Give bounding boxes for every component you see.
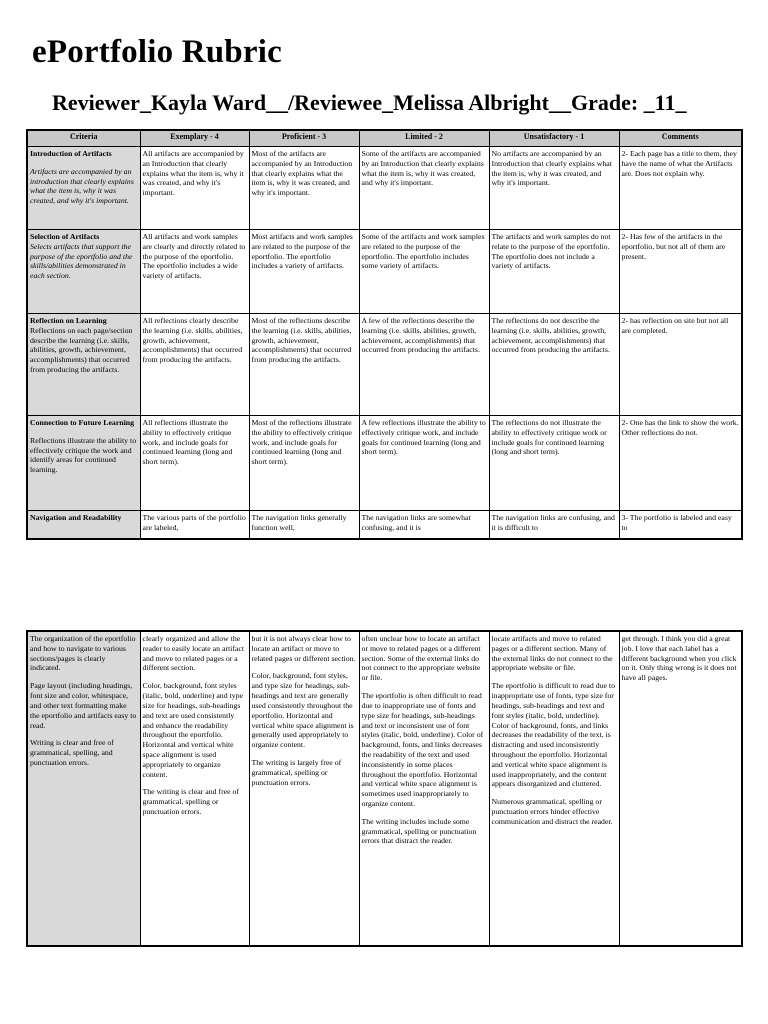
- unsatisfactory-cell: The navigation links are confusing, and it is difficult to: [489, 511, 619, 540]
- exemplary-cell: All artifacts and work samples are clearly and directly related to the purpose of the eportfolio. The eportfolio includes a wide variety of artifacts.: [140, 230, 249, 314]
- header-exemplary: Exemplary - 4: [140, 130, 249, 147]
- cell-paragraph: but it is not always clear how to locate an artifact or move to related pages or different section.: [251, 634, 356, 663]
- unsatisfactory-cell: The artifacts and work samples do not relate to the purpose of the eportfolio. The eportfolio does not include a variety of artifacts.: [489, 230, 619, 314]
- limited-cell: A few of the reflections describe the learning (i.e. skills, abilities, growth, achievement, accomplishments) that occurred from producing the artifacts.: [359, 314, 489, 416]
- cell-paragraph: Color, background, font styles (italic, bold, underline) and type size for headings, sub-headings and text are used consistently and enhance the readability throughout the eportfolio. Horizontal and vertical white space alignment is used appropriately to organize content.: [142, 681, 243, 779]
- criteria-title: Reflection on Learning: [30, 316, 107, 325]
- comments-cell: get through. I think you did a great job. I love that each label has a different background when you click on it. Only thing wrong is it does not have all pages.: [619, 631, 742, 946]
- limited-cell: The navigation links are somewhat confusing, and it is: [359, 511, 489, 540]
- rubric-table: [26, 129, 743, 540]
- criteria-description: Page layout (including headings, font size and color, whitespace, and other text formatting make the eportfolio and artifacts easy to read.: [30, 681, 137, 730]
- table-row: [27, 230, 742, 314]
- document-title: ePortfolio Rubric: [32, 34, 282, 70]
- exemplary-cell: All reflections clearly describe the learning (i.e. skills, abilities, growth, achievement, accomplishments) that occurred from producing the artifacts.: [140, 314, 249, 416]
- table-row: [27, 416, 742, 511]
- exemplary-cell: The various parts of the portfolio are labeled,: [140, 511, 249, 540]
- criteria-description: Selects artifacts that support the purpose of the eportfolio and the skills/abilities demonstrated in each section.: [30, 241, 133, 281]
- cell-paragraph: Numerous grammatical, spelling or punctuation errors hinder effective communication and distract the reader.: [491, 797, 613, 826]
- proficient-cell: Most of the reflections illustrate the ability to effectively critique work, and include goals for continued learning (long and short term).: [249, 416, 359, 511]
- criteria-cell: [27, 230, 140, 314]
- comments-cell: 3- The portfolio is labeled and easy to: [619, 511, 742, 540]
- criteria-description: The organization of the eportfolio and how to navigate to various sections/pages is clearly indicated.: [30, 634, 136, 673]
- criteria-title: Connection to Future Learning: [30, 418, 135, 427]
- header-comments: Comments: [619, 130, 742, 147]
- cell-paragraph: The writing includes include some grammatical, spelling or punctuation errors that distract the reader.: [361, 816, 477, 846]
- cell-paragraph: locate artifacts and move to related pages or a different section. Many of the external links do not connect to the appropriate website or file.: [491, 634, 613, 673]
- exemplary-cell: All artifacts are accompanied by an Introduction that clearly explains what the item is, why it was created, and why it's important.: [140, 147, 249, 230]
- cell-paragraph: Color, background, font styles, and type size for headings, sub-headings and text are generally used consistently throughout the eportfolio. Horizontal and vertical white space alignment is generally used appropriately to organize content.: [251, 671, 354, 750]
- table-row: [27, 511, 742, 540]
- comments-cell: 2- Has few of the artifacts in the eportfolio, but not all of them are present.: [619, 230, 742, 314]
- proficient-cell: Most artifacts and work samples are related to the purpose of the eportfolio. The eportfolio includes a variety of artifacts.: [249, 230, 359, 314]
- limited-cell: [359, 631, 489, 946]
- criteria-title: Introduction of Artifacts: [30, 149, 112, 158]
- cell-paragraph: The eportfolio is often difficult to read due to inappropriate use of fonts and type size for headings, sub-headings and text or inconsistent use of font styles (italic, bold, underline). Color of background, fonts, and links decreases the readability of the text and used inconsistently in some places throughout the eportfolio. Horizontal and vertical white space alignment is sometimes used inappropriately to organize content.: [361, 691, 484, 808]
- criteria-description: Artifacts are accompanied by an introduction that clearly explains what the item is, why it was created, and why it's important.: [30, 166, 134, 206]
- unsatisfactory-cell: [489, 631, 619, 946]
- unsatisfactory-cell: No artifacts are accompanied by an Introduction that clearly explains what the item is, why it was created, and why it's important.: [489, 147, 619, 230]
- comments-cell: 2- has reflection on site but not all are completed.: [619, 314, 742, 416]
- header-criteria: Criteria: [27, 130, 140, 147]
- comments-cell: 2- One has the link to show the work. Other reflections do not.: [619, 416, 742, 511]
- table-row: [27, 631, 742, 946]
- limited-cell: A few reflections illustrate the ability to effectively critique work, and include goals for continued learning (long and short term).: [359, 416, 489, 511]
- criteria-cell: [27, 631, 140, 946]
- proficient-cell: Most of the reflections describe the learning (i.e. skills, abilities, growth, achievement, accomplishments) that occurred from producing the artifacts.: [249, 314, 359, 416]
- table-row: [27, 147, 742, 230]
- criteria-description: Writing is clear and free of grammatical, spelling, and punctuation errors.: [30, 738, 114, 767]
- limited-cell: Some of the artifacts are accompanied by an Introduction that clearly explains what the item is, why it was created, and why it's important.: [359, 147, 489, 230]
- criteria-description: Reflections on each page/section describe the learning (i.e. skills, abilities, growth, achievement, accomplishments) that occurred from producing the artifacts.: [30, 325, 133, 375]
- proficient-cell: The navigation links generally function well,: [249, 511, 359, 540]
- cell-paragraph: clearly organized and allow the reader to easily locate an artifact and move to related pages or a different section.: [142, 634, 245, 673]
- unsatisfactory-cell: The reflections do not describe the learning (i.e. skills, abilities, growth, achievement, accomplishments) that occurred from producing the artifacts.: [489, 314, 619, 416]
- criteria-description: Reflections illustrate the ability to effectively critique the work and identify areas for continued learning.: [30, 435, 137, 475]
- criteria-cell: [27, 314, 140, 416]
- cell-paragraph: The writing is clear and free of grammatical, spelling or punctuation errors.: [142, 787, 240, 816]
- header-limited: Limited - 2: [359, 130, 489, 147]
- reviewer-line: Reviewer_Kayla Ward__/Reviewee_Melissa Albright__Grade: _11_: [52, 90, 687, 115]
- comments-cell: 2- Each page has a title to them, they have the name of what the Artifacts are. Does not explain why.: [619, 147, 742, 230]
- cell-paragraph: The writing is largely free of grammatical, spelling or punctuation errors.: [251, 757, 342, 787]
- criteria-cell: [27, 511, 140, 540]
- header-unsatisfactory: Unsatisfactory - 1: [489, 130, 619, 147]
- criteria-cell: [27, 416, 140, 511]
- cell-paragraph: often unclear how to locate an artifact or move to related pages or a different section. Some of the external links do not connect to the appropriate website or file.: [361, 634, 481, 683]
- criteria-title: Navigation and Readability: [30, 513, 122, 522]
- header-row: [27, 130, 742, 147]
- proficient-cell: [249, 631, 359, 946]
- proficient-cell: Most of the artifacts are accompanied by an Introduction that clearly explains what the item is, why it was created, and why it's important.: [249, 147, 359, 230]
- header-proficient: Proficient - 3: [249, 130, 359, 147]
- exemplary-cell: [140, 631, 249, 946]
- criteria-cell: [27, 147, 140, 230]
- rubric-table-continued: [26, 630, 743, 947]
- criteria-title: Selection of Artifacts: [30, 232, 100, 241]
- limited-cell: Some of the artifacts and work samples are related to the purpose of the eportfolio. The eportfolio includes some variety of artifacts.: [359, 230, 489, 314]
- table-row: [27, 314, 742, 416]
- cell-paragraph: The eportfolio is difficult to read due to inappropriate use of fonts, type size for headings, sub-headings and text and font styles (italic, bold, underline). Color of background, fonts, and links decreases the readability of the text, is distracting and used inconsistently throughout the eportfolio. Horizontal and vertical white space alignment is used inappropriately, and the content appears disorganized and cluttered.: [491, 681, 615, 789]
- exemplary-cell: All reflections illustrate the ability to effectively critique work, and include goals for continued learning (long and short term).: [140, 416, 249, 511]
- unsatisfactory-cell: The reflections do not illustrate the ability to effectively critique work or include goals for continued learning (long and short term).: [489, 416, 619, 511]
